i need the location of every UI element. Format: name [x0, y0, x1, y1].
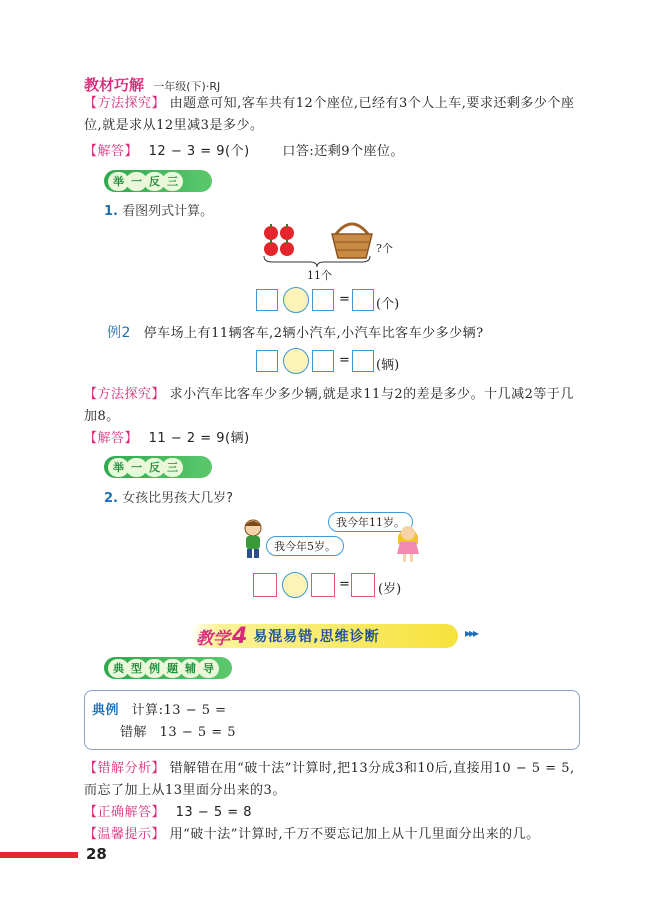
example2-label: 例2: [107, 325, 131, 341]
typical-char: 题: [162, 659, 183, 678]
answer-box[interactable]: [311, 573, 335, 597]
juyi-char: 反: [144, 458, 165, 477]
example2-unit: (辆): [376, 358, 400, 373]
error-analysis-label: 【错解分析】: [84, 761, 166, 776]
answer2-formula: 11 − 2 = 9(辆): [148, 431, 250, 446]
q1-unit: (个): [376, 297, 400, 312]
juyi-char: 三: [162, 172, 183, 191]
juyi-char: 一: [126, 172, 147, 191]
q1-title: [104, 200, 213, 219]
tip-label: 【温馨提示】: [84, 827, 166, 842]
q2-title-text: 女孩比男孩大几岁?: [122, 491, 234, 506]
section4-title: 易混易错,思维诊断: [253, 629, 380, 645]
equals-sign: =: [339, 292, 350, 307]
method2-text: 求小汽车比客车少多少辆,就是求11与2的差是多少。十几减2等于几加8。: [84, 387, 574, 424]
answer2-line: [84, 428, 250, 450]
boy-illustration: [238, 518, 268, 560]
header-sub: 一年级(下)·RJ: [153, 80, 221, 93]
tip-text: 用“破十法”计算时,千万不要忘记加上从十几里面分出来的几。: [169, 827, 540, 842]
typical-char: 导: [198, 659, 219, 678]
equals-sign: =: [339, 353, 350, 368]
method2-paragraph: [84, 384, 586, 428]
apples-illustration: [262, 224, 296, 258]
section4-heading: [196, 624, 380, 648]
answer-box[interactable]: [352, 289, 374, 311]
example-box-calc: 计算:13 − 5 =: [131, 703, 227, 718]
example2-text: 停车场上有11辆客车,2辆小汽车,小汽车比客车少多少辆?: [143, 326, 484, 341]
answer-box[interactable]: [256, 350, 278, 372]
juyi-char: 一: [126, 458, 147, 477]
wrong-label: 错解: [120, 725, 148, 740]
example-box-line1: [92, 700, 227, 722]
section4-number: 4: [232, 623, 248, 649]
method1-text: 由题意可知,客车共有12个座位,已经有3个人上车,要求还剩多少个座位,就是求从12里减3是多少。: [84, 96, 575, 133]
operator-circle[interactable]: [283, 348, 309, 374]
juyi-char: 举: [108, 458, 129, 477]
method2-label: 【方法探究】: [84, 387, 166, 402]
method1-paragraph: [84, 93, 586, 137]
typical-char: 例: [144, 659, 165, 678]
girl-illustration: [394, 522, 422, 564]
juyi-char: 反: [144, 172, 165, 191]
juyi-char: 举: [108, 172, 129, 191]
q2-title: [104, 487, 233, 506]
q1-total-label: 11个: [307, 269, 332, 282]
answer-box[interactable]: [351, 573, 375, 597]
section4-tag: 教学: [196, 628, 230, 649]
example-box-label: 典例: [92, 703, 120, 718]
answer1-oral: 口答:还剩9个座位。: [282, 144, 404, 159]
error-analysis-text: 错解错在用“破十法”计算时,把13分成3和10后,直接用10 − 5 = 5,而忘了加上从13里面分出来的3。: [84, 761, 575, 798]
typical-char: 辅: [180, 659, 201, 678]
correct-formula: 13 − 5 = 8: [175, 805, 253, 820]
answer-box[interactable]: [312, 350, 334, 372]
juyi-banner-1: [104, 170, 212, 192]
answer1-label: 【解答】: [84, 144, 139, 159]
correct-line: [84, 802, 252, 824]
answer-box[interactable]: [256, 289, 278, 311]
tip-line: [84, 824, 594, 846]
typical-char: 典: [108, 659, 129, 678]
typical-banner: [104, 657, 232, 679]
answer1-formula: 12 − 3 = 9(个): [148, 144, 250, 159]
equals-sign: =: [339, 577, 350, 592]
answer2-label: 【解答】: [84, 431, 139, 446]
q1-title-text: 看图列式计算。: [122, 204, 214, 219]
operator-circle[interactable]: [283, 287, 309, 313]
page-number: 28: [86, 845, 107, 863]
juyi-banner-2: [104, 456, 212, 478]
operator-circle[interactable]: [282, 572, 308, 598]
apple-icon: [264, 224, 278, 240]
q1-number: 1.: [104, 204, 118, 219]
chevron-right-icon: ▸▸▸: [465, 626, 478, 640]
wrong-answer: 13 − 5 = 5: [159, 725, 237, 740]
example2-line: [107, 322, 484, 345]
typical-char: 型: [126, 659, 147, 678]
footer-red-bar: [0, 852, 78, 858]
method1-label: 【方法探究】: [84, 96, 166, 111]
correct-label: 【正确解答】: [84, 805, 166, 820]
answer1-line: [84, 141, 404, 163]
answer-box[interactable]: [253, 573, 277, 597]
q2-number: 2.: [104, 491, 118, 506]
juyi-char: 三: [162, 458, 183, 477]
example-box-line2: [120, 722, 236, 744]
total-brace: [262, 254, 372, 268]
error-analysis-paragraph: [84, 758, 586, 802]
answer-box[interactable]: [312, 289, 334, 311]
boy-speech-bubble: 我今年5岁。: [266, 536, 344, 556]
q1-question-label: ?个: [376, 242, 393, 255]
apple-icon: [280, 224, 294, 240]
girl-speech-bubble: 我今年11岁。: [328, 512, 413, 532]
q2-unit: (岁): [378, 582, 402, 597]
answer-box[interactable]: [352, 350, 374, 372]
header-brand: [84, 74, 220, 95]
header-brand-text: 教材巧解: [84, 76, 145, 94]
